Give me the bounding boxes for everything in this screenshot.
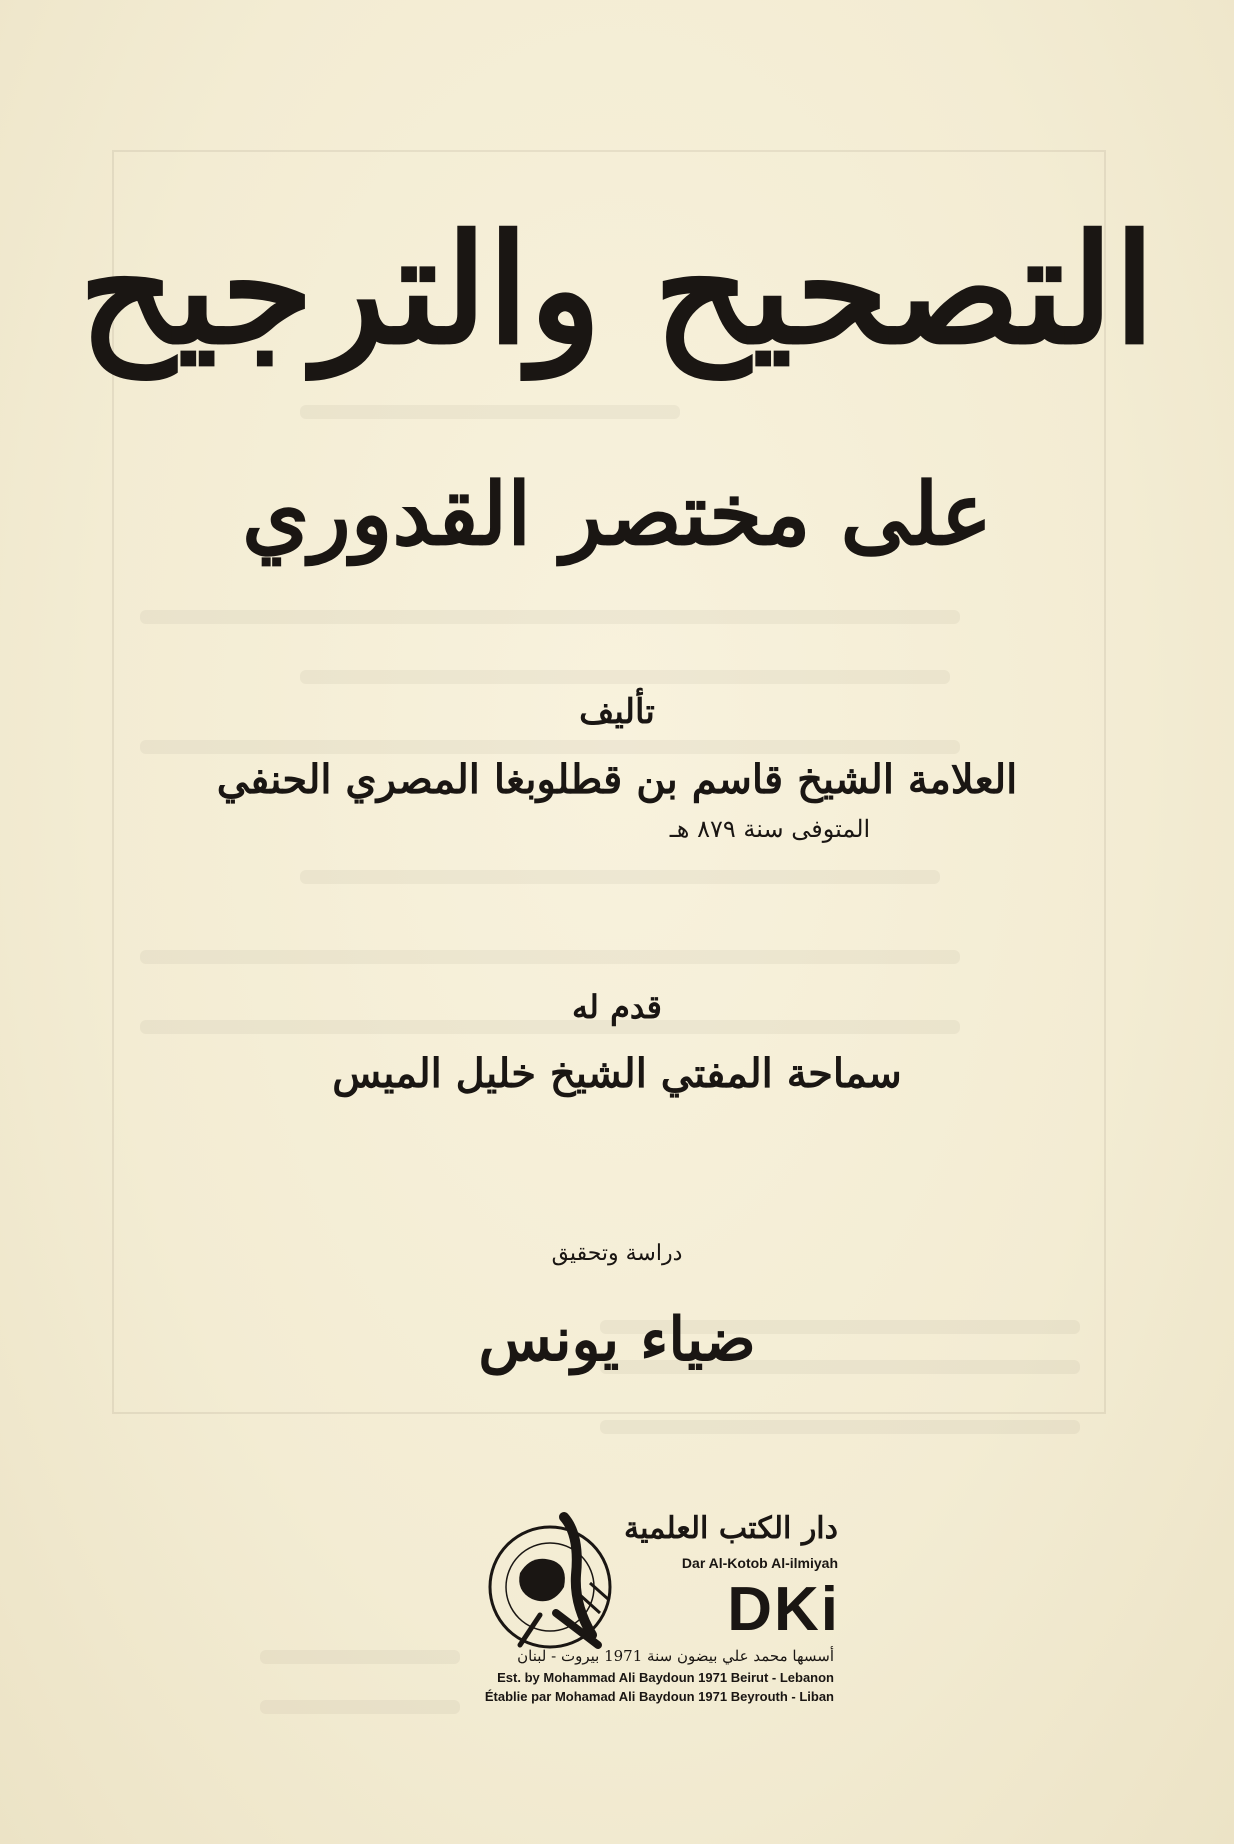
publisher-brand: DKi xyxy=(727,1575,840,1644)
publisher-block xyxy=(480,1495,870,1735)
book-subtitle: على مختصر القدوري xyxy=(241,464,993,565)
publisher-name-arabic: دار الكتب العلمية xyxy=(624,1511,838,1546)
publisher-established-french: Établie par Mohamad Ali Baydoun 1971 Beyrouth - Liban xyxy=(484,1689,834,1704)
bleed-through-line xyxy=(140,950,960,964)
introduction-name: سماحة المفتي الشيخ خليل الميس xyxy=(332,1050,902,1097)
dki-emblem-icon xyxy=(480,1495,640,1655)
publisher-name-english: Dar Al-Kotob Al-ilmiyah xyxy=(681,1555,838,1571)
author-name: العلامة الشيخ قاسم بن قطلوبغا المصري الحنفي xyxy=(216,756,1018,803)
editor-name: ضياء يونس xyxy=(478,1305,756,1375)
bleed-through-line xyxy=(260,1700,460,1714)
author-death-date: المتوفى سنة ٨٧٩ هـ xyxy=(669,815,871,843)
editor-label: دراسة وتحقيق xyxy=(551,1241,683,1266)
bleed-through-line xyxy=(300,870,940,884)
bleed-through-line xyxy=(260,1650,460,1664)
bleed-through-line xyxy=(300,670,950,684)
publisher-established-arabic: أسسها محمد علي بيضون سنة 1971 بيروت - لبنان xyxy=(517,1647,834,1665)
book-title: التصحيح والترجيح xyxy=(78,202,1156,378)
author-label: تأليف xyxy=(579,692,655,732)
bleed-through-line xyxy=(300,405,680,419)
publisher-established-english: Est. by Mohammad Ali Baydoun 1971 Beirut - Lebanon xyxy=(497,1670,834,1685)
bleed-through-line xyxy=(140,610,960,624)
introduction-label: قدم له xyxy=(572,988,662,1026)
bleed-through-line xyxy=(600,1420,1080,1434)
